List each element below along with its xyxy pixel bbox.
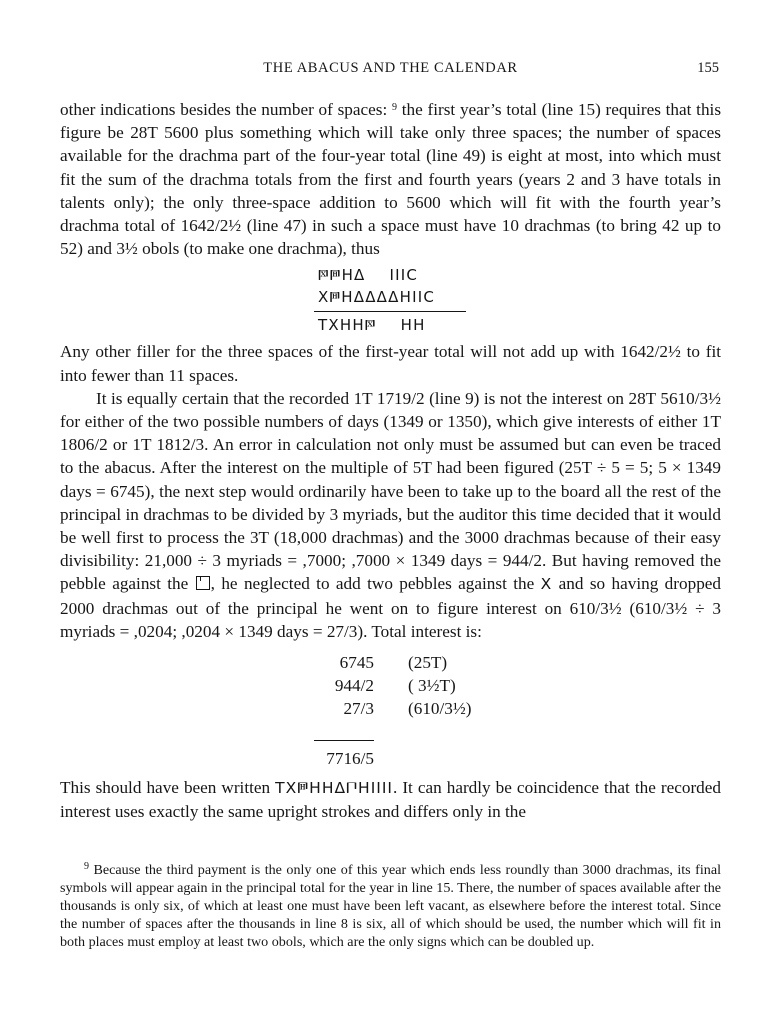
page <box>60 58 721 823</box>
sum-row: 6745 (25T) <box>339 653 448 673</box>
body-text <box>60 96 721 823</box>
attic-numeral: ΤΧ𐅅ΗΗΔ𐅃ΗΙΙΙΙ <box>275 779 393 798</box>
abacus-table <box>60 264 721 336</box>
paragraph-4: This should have been written ΤΧ𐅅ΗΗΔ𐅃ΗΙΙΙΙ. It can hardly be coincidence that the recorded interest uses exactly the same upright strokes and differs only in the <box>60 778 721 822</box>
abacus-rule <box>314 311 466 312</box>
sum-rule <box>314 740 374 741</box>
paragraph-2: Any other filler for the three spaces of the first-year total will not add up with 1642/2½ to fit into fewer than 11 spaces. <box>60 342 721 385</box>
paragraph-3: It is equally certain that the recorded 1T 1719/2 (line 9) is not the interest on 28T 5610/3½ for either of the two possible numbers of days (1349 or 1350), which give interests of either 1T 1806/2 or 1T 1812/3. An error in calculation not only must be assumed but can even be traced to the abacus. After the interest on the multiple of 5T had been figured (25T ÷ 5 = 5; 5 × 1349 days = 6745), the next step would ordinarily have been to take up to the board all the rest of the principal in drachmas to be divided by 3 myriads, but the auditor this time decided that it would be well first to process the 3T (18,000 drachmas) and the 3000 drachmas because of their easy divisibility: 21,000 ÷ 3 myriads = ,7000; ,7000 × 1349 days = 944/2. But having removed the pebble against the , he neglected to add two pebbles against the X and so having dropped 2000 drachmas out of the principal he went on to figure interest on 610/3½ (610/3½ ÷ 3 myriads = ,0204; ,0204 × 1349 days = 27/3). Total interest is: <box>60 388 722 641</box>
sum-row: 27/3 (610/3½) <box>343 699 472 719</box>
footnote-ref[interactable]: 9 <box>392 102 398 113</box>
fifty-drachma-acrophonic-icon <box>196 576 210 590</box>
running-title: THE ABACUS AND THE CALENDAR <box>263 60 518 76</box>
abacus-row-1: 𐅆𐅅ΗΔ ΙΙΙϹ <box>318 266 419 285</box>
running-header <box>60 58 721 84</box>
abacus-row-2: Χ𐅅ΗΔΔΔΔΗΙΙϹ <box>318 288 435 307</box>
footnote-marker: 9 <box>84 861 89 872</box>
sum-row: 944/2 ( 3½T) <box>334 676 456 696</box>
footnote: $^9$ Because the third payment is the only one of this year which ends less roundly than 3000 drachmas, its final symbols will appear again in the principal total for the year in line 15. There, the number of spaces available after the thousands is only six, of which at least one must have been left vacant, as elsewhere before the interest total. Since the number of spaces after the thousands in line 8 is six, all of which should be used, the number which will fit in both places must employ at least two obols, which are the only signs which can be doubled up. <box>60 861 721 950</box>
sum-total: 7716/5 <box>326 749 374 769</box>
page-number: 155 <box>697 60 719 76</box>
paragraph-1: other indications besides the number of spaces: $^9$ the first year’s total (line 15) requires that this figure be 28T 5600 plus something which will take only three spaces; the number of spaces available for the drachma part of the four-year total (line 49) is eight at most, into which must fit the sum of the drachma totals from the first and fourth years (years 2 and 3 have totals in talents only); the only three-space addition to 5600 which will fit with the fourth year’s drachma total of 1642/2½ (line 47) in such a space must have 10 drachmas (to bring 42 up to 52) and 3½ obols (to make one drachma), thus <box>60 100 722 259</box>
abacus-row-3: ΤΧΗΗ𐅆 ΗΗ <box>318 316 426 335</box>
interest-sum <box>60 651 721 770</box>
